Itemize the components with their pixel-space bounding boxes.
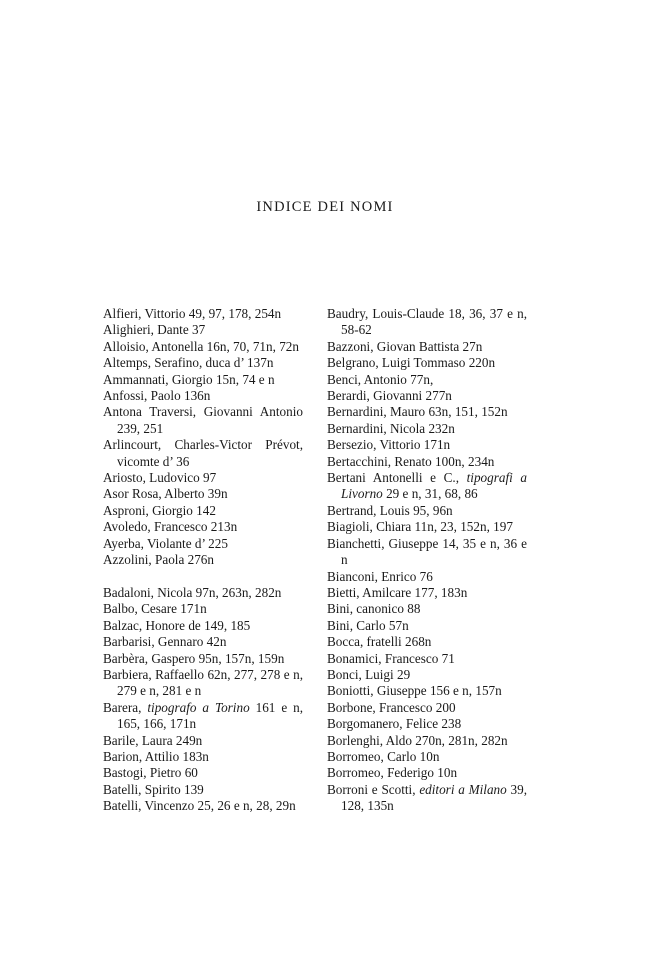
entry-page-refs: 29 xyxy=(393,666,411,682)
letter-section-gap xyxy=(103,569,303,585)
entry-name: Bocca, fratelli xyxy=(327,634,402,650)
entry-page-refs: 270n, 281n, 282n xyxy=(411,732,508,748)
index-column-left xyxy=(103,306,303,815)
entry-name: Anfossi, Paolo xyxy=(103,388,181,404)
entry-name: Benci, Antonio xyxy=(327,371,407,387)
entry-name: Borroni e Scotti, xyxy=(327,781,416,797)
entry-page-refs: 171n xyxy=(420,437,451,453)
entry-page-refs: 39, 128, 135n xyxy=(341,781,528,814)
index-entry xyxy=(327,733,527,749)
entry-page-refs: 77n, xyxy=(406,371,434,387)
entry-page-refs: 171n xyxy=(176,601,207,617)
entry-name: Batelli, Vincenzo xyxy=(103,798,195,814)
index-entry xyxy=(327,404,527,420)
entry-name: Bertrand, Louis xyxy=(327,502,410,518)
index-entry xyxy=(103,634,303,650)
entry-page-refs: 183n xyxy=(179,748,209,764)
index-entry xyxy=(327,421,527,437)
entry-name: Ayerba, Violante d’ xyxy=(103,535,205,551)
entry-name: Borromeo, Federigo xyxy=(327,765,434,781)
index-entry xyxy=(103,486,303,502)
index-entry xyxy=(327,765,527,781)
entry-page-refs: 213n xyxy=(207,519,238,535)
entry-name: Barile, Laura xyxy=(103,732,173,748)
index-entry xyxy=(103,782,303,798)
entry-page-refs: 161 e n, 165, 166, 171n xyxy=(117,699,304,732)
index-entry xyxy=(103,601,303,617)
entry-note: tipografi a Livorno xyxy=(341,470,527,502)
entry-name: Belgrano, Luigi Tommaso xyxy=(327,355,466,371)
entry-page-refs: 149, 185 xyxy=(200,617,251,633)
entry-name: Bernardini, Mauro xyxy=(327,404,426,420)
entry-page-refs: 18, 36, 37 e n, 58-62 xyxy=(341,306,528,338)
entry-name: Antona Traversi, Giovanni Antonio xyxy=(103,404,303,420)
index-entry xyxy=(327,339,527,355)
index-entry xyxy=(327,569,527,585)
index-entry xyxy=(327,470,527,503)
index-entry xyxy=(103,503,303,519)
entry-page-refs: 49, 97, 178, 254n xyxy=(185,306,282,321)
entry-name: Borgomanero, Felice xyxy=(327,716,439,732)
index-entry xyxy=(103,700,303,733)
entry-page-refs: 16n, 70, 71n, 72n xyxy=(203,338,299,354)
entry-page-refs: 62n, 277, 278 e n, 279 e n, 281 e n xyxy=(117,666,303,699)
entry-name: Altemps, Serafino, duca d’ xyxy=(103,355,244,371)
index-entry xyxy=(103,322,303,338)
entry-name: Barbèra, Gaspero xyxy=(103,650,196,666)
entry-page-refs: 156 e n, 157n xyxy=(426,683,502,699)
index-entry xyxy=(103,733,303,749)
index-entry xyxy=(327,634,527,650)
entry-name: Bertani Antonelli e C., xyxy=(327,470,459,486)
entry-name: Azzolini, Paola xyxy=(103,552,185,568)
entry-name: Bersezio, Vittorio xyxy=(327,437,421,453)
index-entry xyxy=(327,585,527,601)
entry-name: Biagioli, Chiara xyxy=(327,519,412,535)
index-entry xyxy=(103,536,303,552)
entry-page-refs: 136n xyxy=(180,388,211,404)
entry-page-refs: 100n, 234n xyxy=(431,453,495,469)
entry-page-refs: 97 xyxy=(199,470,217,486)
index-entry xyxy=(327,519,527,535)
entry-page-refs: 27n xyxy=(459,338,483,354)
entry-name: Bietti, Amilcare xyxy=(327,584,412,600)
entry-page-refs: 249n xyxy=(172,732,203,748)
entry-page-refs: 63n, 151, 152n xyxy=(425,404,508,420)
index-entry xyxy=(327,700,527,716)
entry-page-refs: 25, 26 e n, 28, 29n xyxy=(194,798,296,814)
entry-name: Batelli, Spirito xyxy=(103,781,181,797)
entry-page-refs: 95n, 157n, 159n xyxy=(195,650,285,666)
entry-name: Alighieri, Dante xyxy=(103,322,189,338)
entry-page-refs: 88 xyxy=(403,601,421,617)
index-entry xyxy=(327,651,527,667)
index-entry xyxy=(327,536,527,569)
entry-name: Asor Rosa, Alberto xyxy=(103,486,205,502)
entry-page-refs: 10n xyxy=(416,748,440,764)
entry-name: Balzac, Honore de xyxy=(103,617,201,633)
entry-name: Berardi, Giovanni xyxy=(327,388,423,404)
entry-name: Barbarisi, Gennaro xyxy=(103,634,204,650)
entry-page-refs: 95, 96n xyxy=(409,502,453,518)
entry-name: Boniotti, Giuseppe xyxy=(327,683,427,699)
entry-name: Badaloni, Nicola xyxy=(103,584,193,600)
index-entry xyxy=(327,388,527,404)
entry-page-refs: 97n, 263n, 282n xyxy=(192,584,282,600)
index-column-right xyxy=(327,306,527,815)
index-entry xyxy=(327,437,527,453)
entry-page-refs: 277n xyxy=(422,388,452,404)
entry-name: Bernardini, Nicola xyxy=(327,420,426,436)
entry-page-refs: 76 xyxy=(416,568,433,584)
entry-name: Ammannati, Giorgio xyxy=(103,371,213,387)
entry-name: Borbone, Francesco xyxy=(327,699,433,715)
index-entry xyxy=(103,798,303,814)
entry-name: Barion, Attilio xyxy=(103,748,180,764)
index-entry xyxy=(327,372,527,388)
index-entry xyxy=(103,552,303,568)
entry-page-refs: 225 xyxy=(204,535,228,551)
index-entry xyxy=(103,765,303,781)
entry-page-refs: 200 xyxy=(432,699,456,715)
entry-page-refs: 177, 183n xyxy=(411,584,468,600)
entry-name: Bianchetti, Giuseppe xyxy=(327,535,439,551)
entry-name: Borlenghi, Aldo xyxy=(327,732,412,748)
index-entry xyxy=(103,749,303,765)
entry-name: Bini, canonico xyxy=(327,601,404,617)
index-entry xyxy=(327,716,527,732)
index-entry xyxy=(327,667,527,683)
entry-page-refs: 71 xyxy=(438,650,455,666)
entry-name: Bastogi, Pietro xyxy=(103,765,182,781)
entry-page-refs: 137n xyxy=(243,355,274,371)
entry-name: Avoledo, Francesco xyxy=(103,519,208,535)
entry-page-refs: 29 e n, 31, 68, 86 xyxy=(382,486,478,502)
index-entry xyxy=(103,470,303,486)
index-entry xyxy=(103,306,303,322)
index-entry xyxy=(327,454,527,470)
index-entry xyxy=(103,618,303,634)
index-entry xyxy=(103,339,303,355)
entry-page-refs: 39n xyxy=(204,486,228,502)
entry-name: Bazzoni, Giovan Battista xyxy=(327,338,460,354)
entry-page-refs: 238 xyxy=(438,716,462,732)
index-entry xyxy=(103,404,303,437)
index-entry xyxy=(327,782,527,815)
index-entry xyxy=(103,437,303,470)
index-entry xyxy=(327,683,527,699)
entry-page-refs: 42n xyxy=(203,634,227,650)
entry-name: Barbiera, Raffaello xyxy=(103,666,204,682)
entry-name: Alfieri, Vittorio xyxy=(103,306,186,321)
entry-page-refs: 14, 35 e n, 36 e n xyxy=(341,535,527,568)
entry-page-refs: 268n xyxy=(401,634,432,650)
entry-note: tipografo a Torino xyxy=(147,699,250,715)
entry-name: Bonamici, Francesco xyxy=(327,650,439,666)
entry-page-refs: 60 xyxy=(181,765,198,781)
index-entry xyxy=(103,388,303,404)
entry-name: Bini, Carlo xyxy=(327,617,386,633)
index-entry xyxy=(103,651,303,667)
entry-page-refs: 57n xyxy=(385,617,409,633)
entry-name: Asproni, Giorgio xyxy=(103,502,193,518)
entry-name: Arlincourt, Charles-Victor Prévot, vicomte d’ xyxy=(103,437,303,469)
entry-name: Bonci, Luigi xyxy=(327,666,394,682)
entry-name: Alloisio, Antonella xyxy=(103,338,204,354)
index-entry xyxy=(327,601,527,617)
entry-page-refs: 15n, 74 e n xyxy=(212,371,275,387)
entry-page-refs: 139 xyxy=(180,781,204,797)
entry-name: Borromeo, Carlo xyxy=(327,748,417,764)
entry-name: Ariosto, Ludovico xyxy=(103,470,200,486)
page-title: INDICE DEI NOMI xyxy=(256,199,394,215)
index-entry xyxy=(327,749,527,765)
entry-page-refs: 36 xyxy=(172,453,190,469)
index-entry xyxy=(103,667,303,700)
index-entry xyxy=(103,519,303,535)
index-entry xyxy=(327,355,527,371)
entry-name: Baudry, Louis-Claude xyxy=(327,306,445,321)
entry-name: Bianconi, Enrico xyxy=(327,568,417,584)
entry-page-refs: 239, 251 xyxy=(117,420,164,436)
index-entry xyxy=(103,355,303,371)
entry-page-refs: 37 xyxy=(188,322,206,338)
entry-name: Barera, xyxy=(103,699,142,715)
entry-page-refs: 142 xyxy=(192,502,216,518)
index-entry xyxy=(327,306,527,339)
index-entry xyxy=(103,372,303,388)
entry-page-refs: 232n xyxy=(425,420,455,436)
index-entry xyxy=(327,503,527,519)
entry-page-refs: 276n xyxy=(184,552,214,568)
index-entry xyxy=(103,585,303,601)
entry-name: Bertacchini, Renato xyxy=(327,453,432,469)
entry-page-refs: 10n xyxy=(433,765,458,781)
index-entry xyxy=(327,618,527,634)
entry-page-refs: 11n, 23, 152n, 197 xyxy=(411,519,513,535)
entry-name: Balbo, Cesare xyxy=(103,601,177,617)
entry-note: editori a Milano xyxy=(419,781,507,797)
entry-page-refs: 220n xyxy=(465,355,496,371)
